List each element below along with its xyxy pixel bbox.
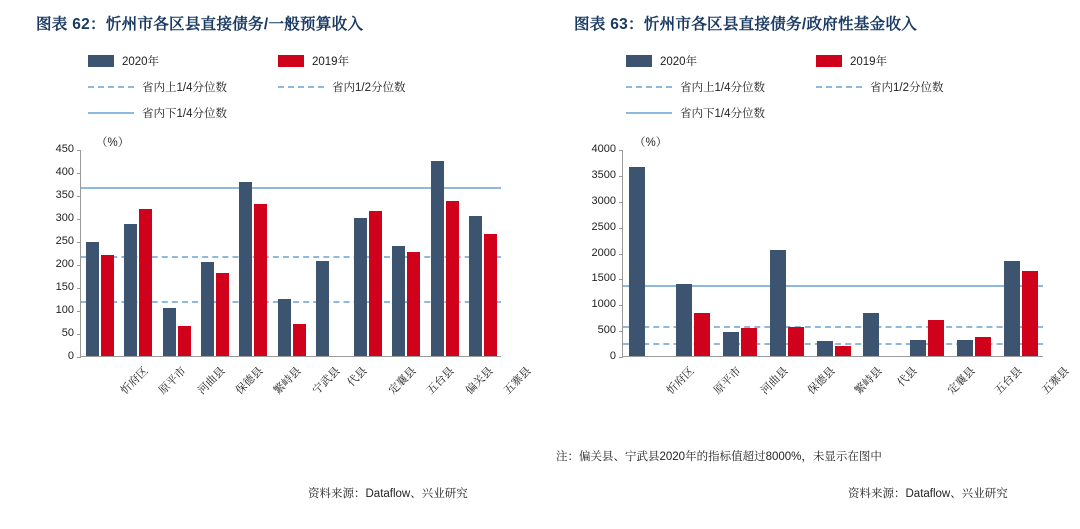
legend-item-lower-quartile (626, 105, 816, 121)
y-axis-tick (77, 357, 81, 358)
y-axis-tick (77, 150, 81, 151)
y-axis-tick-label: 1500 (591, 272, 616, 285)
legend-item-2020 (88, 53, 278, 69)
legend-label-median: 省内1/2分位数 (870, 82, 944, 94)
bar (369, 211, 382, 356)
y-axis-tick-label: 2500 (591, 220, 616, 233)
bar (723, 332, 739, 356)
unit-label-62: （%） (96, 137, 130, 149)
bar (392, 246, 405, 356)
bar (293, 324, 306, 356)
plot-canvas-62 (80, 150, 501, 357)
y-axis-tick (77, 219, 81, 220)
legend-label-median: 省内1/2分位数 (332, 82, 406, 94)
y-axis-tick-label: 500 (597, 324, 616, 337)
y-axis-tick (77, 265, 81, 266)
bar (254, 204, 267, 356)
bar (817, 341, 833, 356)
legend-label-lower-quartile: 省内下1/4分位数 (680, 108, 765, 120)
x-axis-category-label: 五寨县 (501, 365, 534, 397)
legend-swatch-red-icon (816, 55, 842, 67)
x-axis-category-label: 河曲县 (758, 365, 791, 397)
legend-dashdot-line-icon (816, 82, 862, 92)
bar (124, 224, 137, 356)
bar (484, 234, 497, 356)
y-axis-tick-label: 350 (55, 189, 74, 201)
bar (957, 340, 973, 356)
bar (316, 261, 329, 356)
x-axis-category-label: 偏关县 (463, 365, 496, 397)
legend-row-series (88, 48, 538, 74)
bar (676, 284, 692, 356)
x-axis-category-label: 忻府区 (118, 365, 151, 397)
legend-swatch-red-icon (278, 55, 304, 67)
x-axis-category-label: 河曲县 (195, 365, 228, 397)
legend-row-quartiles (88, 74, 538, 100)
legend-dashed-line-icon (626, 82, 672, 92)
legend-row-quartiles (626, 74, 1076, 100)
bar (694, 313, 710, 356)
x-axis-category-label: 代县 (345, 365, 370, 390)
plot-area-63 (556, 136, 1076, 397)
bar (239, 182, 252, 356)
legend-item-2020 (626, 53, 816, 69)
y-axis-tick (619, 279, 623, 280)
x-axis-category-label: 五台县 (992, 365, 1025, 397)
legend-63 (556, 48, 1076, 126)
x-axis-category-label: 原平市 (157, 365, 190, 397)
legend-solid-line-icon (88, 108, 134, 118)
legend-label-upper-quartile: 省内上1/4分位数 (680, 82, 765, 94)
x-axis-category-label: 保德县 (805, 365, 838, 397)
page-title-62: 图表 62：忻州市各区县直接债务/一般预算收入 (36, 16, 364, 33)
x-axis-category-label: 五寨县 (1039, 365, 1072, 397)
x-axis-category-label: 忻府区 (665, 365, 697, 397)
y-axis-tick (619, 228, 623, 229)
bar (431, 161, 444, 356)
legend-label-2019: 2019年 (312, 56, 350, 68)
legend-label-upper-quartile: 省内上1/4分位数 (142, 82, 227, 94)
bar (354, 218, 367, 356)
y-axis-tick-label: 450 (55, 143, 74, 155)
y-axis-tick (77, 288, 81, 289)
y-axis-tick-label: 0 (67, 350, 74, 362)
y-axis-tick (619, 331, 623, 332)
x-axis-category-label: 保德县 (233, 365, 266, 397)
y-axis-tick (619, 176, 623, 177)
y-axis-tick-label: 50 (61, 327, 74, 339)
y-axis-tick (619, 150, 623, 151)
y-axis-tick (77, 196, 81, 197)
y-axis-tick-label: 4000 (591, 143, 616, 155)
legend-item-2019 (278, 53, 468, 69)
legend-swatch-navy-icon (88, 55, 114, 67)
y-axis-tick (77, 242, 81, 243)
chart-panel-62 (18, 0, 538, 529)
bar (835, 346, 851, 356)
bar (975, 337, 991, 356)
legend-label-2020: 2020年 (660, 56, 698, 68)
bar (788, 327, 804, 356)
legend-label-lower-quartile: 省内下1/4分位数 (142, 108, 227, 120)
x-axis-category-label: 五台县 (425, 365, 457, 397)
bar (407, 252, 420, 356)
chart-note-63: 注：偏关县、宁武县2020年的指标值超过8000%，未显示在图中 (556, 451, 882, 463)
bar (178, 326, 191, 356)
legend-dashdot-line-icon (278, 82, 324, 92)
bar (446, 201, 459, 356)
x-axis-category-label: 原平市 (711, 365, 744, 397)
y-axis-tick-label: 3000 (591, 194, 616, 207)
x-axis-category-label: 宁武县 (310, 365, 343, 397)
x-axis-category-label: 繁峙县 (852, 365, 885, 397)
y-axis-tick-label: 200 (55, 258, 74, 270)
legend-swatch-navy-icon (626, 55, 652, 67)
bar (863, 313, 879, 356)
bar (1022, 271, 1038, 356)
legend-label-2020: 2020年 (122, 56, 160, 68)
bar (629, 167, 645, 356)
bar (201, 262, 214, 356)
y-axis-tick-label: 0 (609, 350, 616, 362)
legend-62 (18, 48, 538, 126)
bar (278, 299, 291, 356)
y-axis-tick (77, 334, 81, 335)
y-axis-tick-label: 150 (55, 281, 74, 293)
bar (216, 273, 229, 356)
legend-dashed-line-icon (88, 82, 134, 92)
y-axis-tick-label: 300 (55, 212, 74, 224)
legend-row-lower (626, 100, 1076, 126)
legend-item-median (816, 79, 1006, 95)
legend-item-lower-quartile (88, 105, 278, 121)
legend-item-2019 (816, 53, 1006, 69)
bar (928, 320, 944, 356)
y-axis-tick-label: 400 (55, 166, 74, 178)
bar (770, 250, 786, 356)
plot-canvas-63 (622, 150, 1043, 357)
bar (101, 255, 114, 356)
bar (1004, 261, 1020, 356)
y-axis-tick-label: 100 (55, 304, 74, 316)
y-axis-tick (619, 254, 623, 255)
bar (910, 340, 926, 356)
y-axis-tick (77, 173, 81, 174)
y-axis-tick (77, 311, 81, 312)
legend-row-series (626, 48, 1076, 74)
unit-label-63: （%） (634, 137, 668, 149)
bar (741, 328, 757, 356)
x-axis-category-label: 代县 (895, 365, 920, 390)
legend-solid-line-icon (626, 108, 672, 118)
bar (86, 242, 99, 356)
y-axis-tick-label: 2000 (591, 246, 616, 259)
plot-area-62 (18, 136, 538, 397)
y-axis-tick (619, 305, 623, 306)
y-axis-tick-label: 250 (55, 235, 74, 247)
bar (469, 216, 482, 356)
y-axis-tick (619, 202, 623, 203)
source-note-62: 资料来源：Dataflow、兴业研究 (308, 488, 468, 500)
x-axis-category-label: 定襄县 (386, 365, 419, 397)
bar (163, 308, 176, 356)
chart-panel-63 (556, 0, 1076, 529)
y-axis-tick-label: 3500 (591, 168, 616, 181)
y-axis-tick (619, 357, 623, 358)
x-axis-category-label: 繁峙县 (272, 365, 304, 397)
bar (139, 209, 152, 356)
legend-item-median (278, 79, 468, 95)
legend-row-lower (88, 100, 538, 126)
legend-label-2019: 2019年 (850, 56, 888, 68)
y-axis-tick-label: 1000 (591, 298, 616, 311)
legend-item-upper-quartile (626, 79, 816, 95)
source-note-63: 资料来源：Dataflow、兴业研究 (848, 488, 1008, 500)
page-title-63: 图表 63：忻州市各区县直接债务/政府性基金收入 (574, 16, 918, 33)
legend-item-upper-quartile (88, 79, 278, 95)
x-axis-category-label: 定襄县 (945, 365, 978, 397)
